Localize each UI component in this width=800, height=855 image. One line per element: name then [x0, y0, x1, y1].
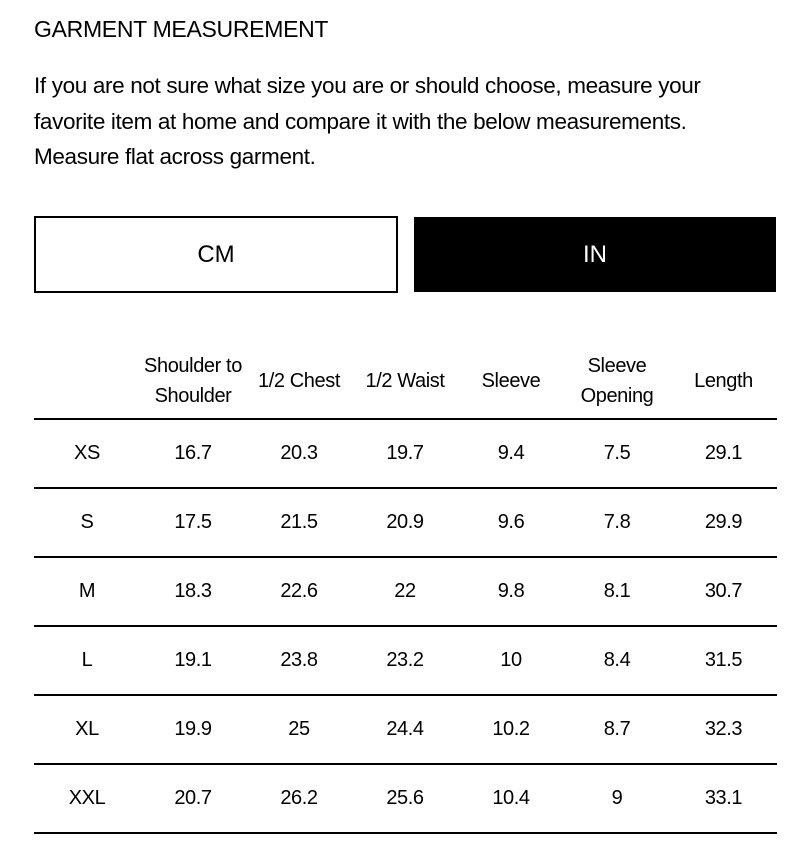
cell-half-waist: 22 — [352, 557, 458, 626]
cell-sleeve-opening: 9 — [564, 764, 670, 833]
header-shoulder-to-shoulder — [140, 344, 246, 419]
cell-sleeve-opening: 7.8 — [564, 488, 670, 557]
unit-cm-button[interactable]: CM — [34, 216, 398, 293]
header-half-chest: 1/2 Chest — [246, 344, 352, 419]
cell-sleeve-opening: 8.7 — [564, 695, 670, 764]
cell-shoulder-to-shoulder: 19.1 — [140, 626, 246, 695]
header-line: Opening — [580, 385, 654, 407]
cell-length: 29.9 — [670, 488, 777, 557]
cell-sleeve: 9.4 — [458, 419, 564, 488]
cell-half-waist: 20.9 — [352, 488, 458, 557]
table-row — [34, 419, 777, 488]
cell-sleeve-opening: 8.4 — [564, 626, 670, 695]
header-line: Shoulder to — [144, 355, 242, 377]
cell-shoulder-to-shoulder: 16.7 — [140, 419, 246, 488]
cell-half-chest: 22.6 — [246, 557, 352, 626]
cell-size: XS — [34, 419, 140, 488]
cell-length: 33.1 — [670, 764, 777, 833]
cell-size: M — [34, 557, 140, 626]
description — [34, 68, 774, 175]
cell-half-chest: 26.2 — [246, 764, 352, 833]
cell-half-waist: 23.2 — [352, 626, 458, 695]
cell-sleeve: 9.6 — [458, 488, 564, 557]
header-size — [34, 344, 140, 419]
table-row — [34, 488, 777, 557]
cell-shoulder-to-shoulder: 17.5 — [140, 488, 246, 557]
header-line: Shoulder — [154, 385, 232, 407]
cell-half-chest: 23.8 — [246, 626, 352, 695]
description-line: favorite item at home and compare it with the below measurements. — [34, 108, 687, 134]
cell-size: XL — [34, 695, 140, 764]
cell-half-waist: 19.7 — [352, 419, 458, 488]
header-length: Length — [670, 344, 777, 419]
cell-length: 31.5 — [670, 626, 777, 695]
cell-half-chest: 21.5 — [246, 488, 352, 557]
description-line: If you are not sure what size you are or should choose, measure your — [34, 73, 701, 98]
cell-sleeve: 10.4 — [458, 764, 564, 833]
cell-length: 30.7 — [670, 557, 777, 626]
measurement-table — [34, 344, 777, 834]
cell-length: 29.1 — [670, 419, 777, 488]
table-row — [34, 764, 777, 833]
table-row — [34, 557, 777, 626]
description-line: Measure flat across garment. — [34, 144, 316, 169]
cell-shoulder-to-shoulder: 18.3 — [140, 557, 246, 626]
cell-sleeve-opening: 7.5 — [564, 419, 670, 488]
cell-sleeve: 10 — [458, 626, 564, 695]
header-sleeve-opening — [564, 344, 670, 419]
cell-size: S — [34, 488, 140, 557]
table-header-row — [34, 344, 777, 419]
cell-half-waist: 24.4 — [352, 695, 458, 764]
cell-sleeve: 10.2 — [458, 695, 564, 764]
header-half-waist: 1/2 Waist — [352, 344, 458, 419]
cell-sleeve-opening: 8.1 — [564, 557, 670, 626]
header-line: Sleeve — [587, 355, 647, 377]
unit-in-button[interactable]: IN — [414, 217, 776, 292]
cell-shoulder-to-shoulder: 20.7 — [140, 764, 246, 833]
page-title: GARMENT MEASUREMENT — [34, 16, 329, 42]
table-row — [34, 695, 777, 764]
cell-sleeve: 9.8 — [458, 557, 564, 626]
cell-size: L — [34, 626, 140, 695]
cell-size: XXL — [34, 764, 140, 833]
table-row — [34, 626, 777, 695]
header-sleeve: Sleeve — [458, 344, 564, 419]
cell-half-chest: 20.3 — [246, 419, 352, 488]
cell-half-waist: 25.6 — [352, 764, 458, 833]
unit-toggle — [34, 216, 776, 293]
cell-half-chest: 25 — [246, 695, 352, 764]
cell-shoulder-to-shoulder: 19.9 — [140, 695, 246, 764]
cell-length: 32.3 — [670, 695, 777, 764]
